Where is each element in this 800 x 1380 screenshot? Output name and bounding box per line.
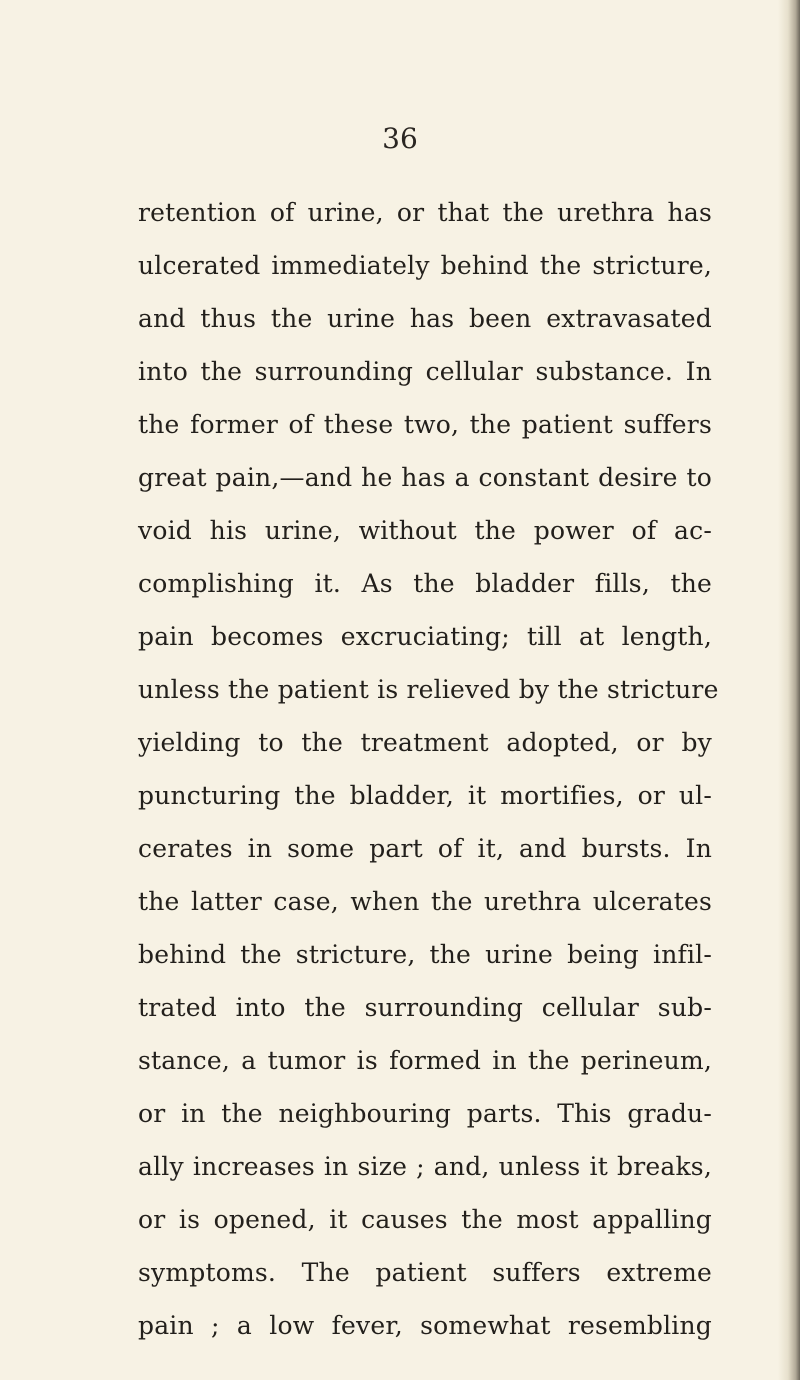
body-text — [138, 186, 719, 1352]
text-line: pain becomes excruciating; till at length, — [138, 622, 712, 651]
text-line: yielding to the treatment adopted, or by — [138, 728, 712, 757]
text-line: void his urine, without the power of ac- — [138, 516, 712, 545]
text-line: ally increases in size ; and, unless it breaks, — [138, 1152, 712, 1181]
text-line: the former of these two, the patient suffers — [138, 410, 712, 439]
text-line: great pain,—and he has a constant desire to — [138, 463, 712, 492]
page-number: 36 — [382, 122, 418, 155]
text-line: cerates in some part of it, and bursts. In — [138, 834, 712, 863]
text-line: or in the neighbouring parts. This gradu- — [138, 1099, 712, 1128]
text-line: complishing it. As the bladder fills, the — [138, 569, 712, 598]
text-line: symptoms. The patient suffers extreme — [138, 1258, 712, 1287]
text-line: and thus the urine has been extravasated — [138, 304, 712, 333]
text-line: retention of urine, or that the urethra has — [138, 198, 712, 227]
text-line: the latter case, when the urethra ulcerates — [138, 887, 712, 916]
text-line: or is opened, it causes the most appalling — [138, 1205, 712, 1234]
page-edge-shadow — [778, 0, 800, 1380]
text-line: stance, a tumor is formed in the perineum, — [138, 1046, 712, 1075]
text-line: pain ; a low fever, somewhat resembling — [138, 1311, 712, 1340]
text-line: ulcerated immediately behind the stricture, — [138, 251, 712, 280]
text-line: trated into the surrounding cellular sub- — [138, 993, 712, 1022]
text-line: unless the patient is relieved by the stricture — [138, 675, 719, 704]
text-line: puncturing the bladder, it mortifies, or ul- — [138, 781, 712, 810]
text-line: behind the stricture, the urine being infil- — [138, 940, 712, 969]
text-line: into the surrounding cellular substance. In — [138, 357, 712, 386]
